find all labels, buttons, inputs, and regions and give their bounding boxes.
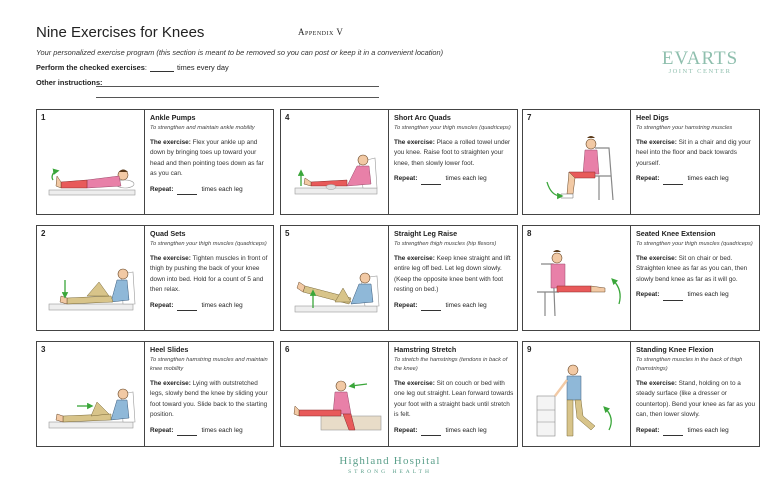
repeat-label: Repeat bbox=[150, 426, 172, 434]
exercise-number: 3 bbox=[41, 345, 46, 354]
repeat-label: Repeat bbox=[636, 291, 658, 298]
times-each-leg: times each leg bbox=[687, 175, 729, 182]
card-divider bbox=[630, 342, 631, 446]
footer-logo-main: Highland Hospital bbox=[339, 455, 441, 467]
exercise-number: 7 bbox=[527, 113, 532, 122]
exercise-card-6 bbox=[280, 341, 518, 447]
exercise-label: The exercise bbox=[394, 138, 433, 146]
card-divider bbox=[388, 226, 389, 330]
exercise-card-3 bbox=[36, 341, 274, 447]
exercise-description: The exercise: Keep knee straight and lift entire leg off bed. Let leg down slowly. (Keep the opposite knee bent with foot resting on bed.) bbox=[394, 254, 511, 293]
exercise-description: The exercise: Sit on chair or bed. Straighten knee as far as you can, then slowly bend knee as far as it will go. bbox=[636, 254, 748, 283]
straight-leg-raise-figure bbox=[291, 244, 383, 324]
repeat-blank[interactable] bbox=[663, 293, 683, 301]
short-arc-quads-figure bbox=[291, 128, 383, 208]
exercise-label: The exercise bbox=[394, 379, 433, 387]
times-each-leg: times each leg bbox=[201, 185, 243, 193]
repeat-blank[interactable] bbox=[421, 428, 441, 436]
exercise-description: The exercise: Place a rolled towel under you knee. Raise foot to straighten your knee, then slowly lower foot. bbox=[394, 138, 511, 167]
exercise-text bbox=[150, 113, 270, 195]
checked-suffix: times every day bbox=[176, 63, 229, 72]
repeat-line: Repeat: times each leg bbox=[150, 301, 270, 312]
instructions-line-2[interactable] bbox=[96, 97, 379, 98]
heel-slides-figure bbox=[47, 360, 139, 440]
repeat-blank[interactable] bbox=[421, 177, 441, 185]
exercise-number: 5 bbox=[285, 229, 290, 238]
times-each-leg: times each leg bbox=[687, 291, 729, 298]
instructions-line-1[interactable] bbox=[96, 86, 379, 87]
exercise-desc-text: Lying with outstretched legs, slowly bend the knee by sliding your foot toward you. Slide back to the starting position. bbox=[150, 379, 268, 418]
exercise-name: Standing Knee Flexion bbox=[636, 345, 714, 354]
repeat-line: Repeat: times each leg bbox=[636, 290, 756, 301]
times-each-leg: times each leg bbox=[201, 301, 243, 309]
exercise-text bbox=[150, 229, 270, 311]
exercise-card-1 bbox=[36, 109, 274, 215]
exercise-text bbox=[394, 345, 514, 436]
exercise-card-8 bbox=[522, 225, 760, 331]
exercise-description: The exercise: Stand, holding on to a steady surface (like a dresser or countertop). Bend your knee as far as you can, then lower slowly. bbox=[636, 379, 756, 418]
times-each-leg: times each leg bbox=[445, 426, 487, 434]
exercise-desc-text: Flex your ankle up and down by bringing toes up toward your head and then pointing toes down as far as you can. bbox=[150, 138, 264, 177]
quad-sets-figure bbox=[47, 244, 139, 324]
exercise-desc-text: Sit on chair or bed. Straighten knee as far as you can, then slowly bend knee as far as it will go. bbox=[636, 254, 748, 283]
repeat-blank[interactable] bbox=[421, 303, 441, 311]
other-instructions-label: Other instructions: bbox=[36, 78, 103, 87]
times-each-leg: times each leg bbox=[201, 426, 243, 434]
repeat-line: Repeat: times each leg bbox=[150, 426, 270, 437]
repeat-line: Repeat: times each leg bbox=[150, 185, 270, 196]
exercise-description: The exercise: Sit in a chair and dig your heel into the floor and back towards yourself. bbox=[636, 138, 751, 167]
exercise-goal: To strengthen and maintain ankle mobility bbox=[150, 124, 255, 131]
exercise-text bbox=[394, 229, 514, 311]
exercise-description: The exercise: Sit on couch or bed with one leg out straight. Lean forward towards your foot with a straight back until stretch is felt. bbox=[394, 379, 514, 418]
repeat-line: Repeat: times each leg bbox=[636, 426, 756, 437]
heel-digs-figure bbox=[533, 128, 625, 208]
exercise-name: Quad Sets bbox=[150, 229, 186, 238]
evarts-logo-sub: JOINT CENTER bbox=[668, 68, 732, 75]
exercise-desc-text: Keep knee straight and lift entire leg off bed. Let leg down slowly. (Keep the opposite knee bent with foot resting on bed.) bbox=[394, 254, 511, 293]
repeat-label: Repeat bbox=[394, 175, 416, 182]
exercise-label: The exercise bbox=[394, 254, 433, 262]
times-blank[interactable] bbox=[150, 63, 174, 72]
exercise-card-4 bbox=[280, 109, 518, 215]
exercise-goal: To strengthen hamstring muscles and maintain knee mobility bbox=[150, 356, 268, 372]
exercise-text bbox=[636, 345, 756, 436]
card-divider bbox=[144, 110, 145, 214]
repeat-label: Repeat bbox=[394, 426, 416, 434]
times-each-leg: times each leg bbox=[687, 426, 729, 434]
exercise-goal: To strengthen your thigh muscles (quadriceps) bbox=[150, 240, 267, 247]
exercise-goal: To stretch the hamstrings (tendons in back of the knee) bbox=[394, 356, 508, 372]
highland-hospital-logo bbox=[290, 455, 490, 475]
repeat-line: Repeat: times each leg bbox=[394, 174, 514, 185]
exercise-goal: To strengthen thigh muscles (hip flexors) bbox=[394, 240, 497, 247]
exercise-number: 1 bbox=[41, 113, 46, 122]
card-divider bbox=[144, 342, 145, 446]
exercise-name: Heel Digs bbox=[636, 113, 669, 122]
exercise-text bbox=[394, 113, 514, 185]
exercise-card-5 bbox=[280, 225, 518, 331]
repeat-label: Repeat bbox=[636, 426, 658, 434]
repeat-label: Repeat bbox=[394, 301, 416, 309]
repeat-label: Repeat bbox=[150, 301, 172, 309]
repeat-label: Repeat bbox=[150, 185, 172, 193]
exercise-name: Straight Leg Raise bbox=[394, 229, 458, 238]
exercise-text bbox=[636, 113, 756, 185]
exercise-label: The exercise bbox=[636, 379, 675, 387]
exercise-name: Seated Knee Extension bbox=[636, 229, 716, 238]
exercise-card-7 bbox=[522, 109, 760, 215]
repeat-label: Repeat bbox=[636, 175, 658, 182]
exercise-description: The exercise: Tighten muscles in front of thigh by pushing the back of your knee down into bed. Hold for a count of 5 and then relax. bbox=[150, 254, 268, 293]
repeat-blank[interactable] bbox=[177, 187, 197, 195]
appendix-label: Appendix V bbox=[298, 27, 344, 37]
repeat-line: Repeat: times each leg bbox=[394, 426, 514, 437]
hamstring-stretch-figure bbox=[291, 360, 383, 440]
exercise-goal: To strengthen your hamstring muscles bbox=[636, 124, 733, 131]
exercise-text bbox=[636, 229, 756, 301]
intro-text: Your personalized exercise program (this section is meant to be removed so you can post or keep it in a convenient location) bbox=[36, 48, 444, 57]
exercise-desc-text: Tighten muscles in front of thigh by pushing the back of your knee down into bed. Hold for a count of 5 and then relax. bbox=[150, 254, 268, 293]
ankle-pumps-figure bbox=[47, 128, 139, 208]
times-each-leg: times each leg bbox=[445, 175, 487, 182]
exercise-card-9 bbox=[522, 341, 760, 447]
checked-label: Perform the checked exercises bbox=[36, 63, 145, 72]
exercise-label: The exercise bbox=[636, 138, 675, 146]
standing-knee-flexion-figure bbox=[533, 360, 625, 440]
exercise-description: The exercise: Flex your ankle up and down by bringing toes up toward your head and then pointing toes down as far as you can. bbox=[150, 138, 264, 177]
evarts-logo bbox=[660, 50, 740, 75]
exercise-name: Heel Slides bbox=[150, 345, 189, 354]
exercise-label: The exercise bbox=[150, 138, 189, 146]
card-divider bbox=[144, 226, 145, 330]
card-divider bbox=[388, 342, 389, 446]
repeat-line: Repeat: times each leg bbox=[394, 301, 514, 312]
seated-knee-extension-figure bbox=[533, 244, 625, 324]
exercise-card-2 bbox=[36, 225, 274, 331]
exercise-description: The exercise: Lying with outstretched legs, slowly bend the knee by sliding your foot toward you. Slide back to the starting position. bbox=[150, 379, 268, 418]
exercise-number: 6 bbox=[285, 345, 290, 354]
exercise-number: 4 bbox=[285, 113, 290, 122]
repeat-line: Repeat: times each leg bbox=[636, 174, 756, 185]
exercise-number: 8 bbox=[527, 229, 532, 238]
card-divider bbox=[630, 110, 631, 214]
exercise-name: Short Arc Quads bbox=[394, 113, 451, 122]
exercise-desc-text: Sit on couch or bed with one leg out straight. Lean forward towards your foot with a straight back until stretch is felt. bbox=[394, 379, 514, 418]
exercise-desc-text: Place a rolled towel under you knee. Raise foot to straighten your knee, then slowly lower foot. bbox=[394, 138, 511, 167]
exercise-name: Ankle Pumps bbox=[150, 113, 196, 122]
repeat-blank[interactable] bbox=[663, 177, 683, 185]
exercise-text bbox=[150, 345, 270, 436]
exercise-desc-text: Stand, holding on to a steady surface (like a dresser or countertop). Bend your knee as far as you can, then lower slowly. bbox=[636, 379, 756, 418]
exercise-goal: To strengthen your thigh muscles (quadriceps) bbox=[394, 124, 511, 131]
repeat-blank[interactable] bbox=[663, 428, 683, 436]
card-divider bbox=[630, 226, 631, 330]
checked-line: Perform the checked exercises: times every day bbox=[36, 63, 229, 72]
exercise-label: The exercise bbox=[150, 254, 189, 262]
repeat-blank[interactable] bbox=[177, 428, 197, 436]
exercise-label: The exercise bbox=[150, 379, 189, 387]
exercise-number: 2 bbox=[41, 229, 46, 238]
card-divider bbox=[388, 110, 389, 214]
exercise-name: Hamstring Stretch bbox=[394, 345, 457, 354]
exercise-desc-text: Sit in a chair and dig your heel into the floor and back towards yourself. bbox=[636, 138, 751, 167]
page-title: Nine Exercises for Knees bbox=[36, 24, 205, 41]
exercise-goal: To strengthen your thigh muscles (quadriceps) bbox=[636, 240, 753, 247]
footer-logo-sub: STRONG HEALTH bbox=[348, 469, 432, 475]
exercise-number: 9 bbox=[527, 345, 532, 354]
exercise-label: The exercise bbox=[636, 254, 675, 262]
repeat-blank[interactable] bbox=[177, 303, 197, 311]
times-each-leg: times each leg bbox=[445, 301, 487, 309]
exercise-goal: To strengthen muscles in the back of thigh (hamstrings) bbox=[636, 356, 743, 372]
evarts-logo-main: EVARTS bbox=[661, 48, 739, 69]
